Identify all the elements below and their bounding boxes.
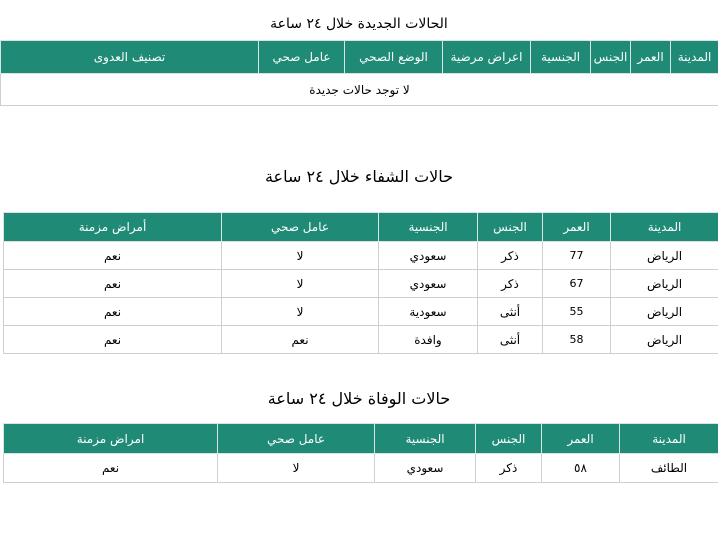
cell-chronic-diseases: نعم <box>4 298 222 326</box>
cell-gender: أنثى <box>478 298 543 326</box>
header-nationality: الجنسية <box>379 213 478 242</box>
cell-age: ٥٨ <box>542 454 620 483</box>
cell-gender: ذكر <box>478 242 543 270</box>
table-row <box>4 326 718 354</box>
new-cases-header-row <box>1 41 718 74</box>
deaths-header-row <box>4 424 718 454</box>
table-row <box>4 270 718 298</box>
cell-gender: أنثى <box>478 326 543 354</box>
cell-nationality: سعودية <box>379 298 478 326</box>
new-cases-table <box>0 40 718 106</box>
cell-city: الرياض <box>611 242 718 270</box>
cell-health-worker: لا <box>222 298 379 326</box>
recoveries-table <box>3 212 718 354</box>
header-infection-class: تصنيف العدوى <box>1 41 259 74</box>
cell-city: الرياض <box>611 326 718 354</box>
cell-age: 58 <box>543 326 611 354</box>
cell-health-worker: نعم <box>222 326 379 354</box>
header-gender: الجنس <box>478 213 543 242</box>
new-cases-title: الحالات الجديدة خلال ٢٤ ساعة <box>270 16 448 32</box>
cell-health-worker: لا <box>222 242 379 270</box>
cell-gender: ذكر <box>478 270 543 298</box>
cell-nationality: سعودي <box>375 454 476 483</box>
cell-health-worker: لا <box>218 454 375 483</box>
deaths-table <box>3 423 718 483</box>
header-chronic-diseases: أمراض مزمنة <box>4 213 222 242</box>
header-chronic-diseases: امراض مزمنة <box>4 424 218 454</box>
header-gender: الجنس <box>591 41 631 74</box>
table-row <box>4 298 718 326</box>
header-gender: الجنس <box>476 424 542 454</box>
header-city: المدينة <box>671 41 718 74</box>
header-health-status: الوضع الصحي <box>345 41 443 74</box>
header-age: العمر <box>542 424 620 454</box>
cell-nationality: وافدة <box>379 326 478 354</box>
table-row <box>4 454 718 483</box>
cell-nationality: سعودي <box>379 270 478 298</box>
cell-health-worker: لا <box>222 270 379 298</box>
cell-age: 67 <box>543 270 611 298</box>
header-nationality: الجنسية <box>375 424 476 454</box>
cell-city: الرياض <box>611 270 718 298</box>
cell-chronic-diseases: نعم <box>4 454 218 483</box>
header-health-worker: عامل صحي <box>218 424 375 454</box>
header-health-worker: عامل صحي <box>259 41 345 74</box>
recoveries-title: حالات الشفاء خلال ٢٤ ساعة <box>264 167 454 186</box>
deaths-title: حالات الوفاة خلال ٢٤ ساعة <box>267 389 451 408</box>
table-row <box>1 74 718 106</box>
header-city: المدينة <box>611 213 718 242</box>
header-nationality: الجنسية <box>531 41 591 74</box>
cell-city: الرياض <box>611 298 718 326</box>
empty-message: لا توجد حالات جديدة <box>1 74 718 106</box>
header-city: المدينة <box>620 424 718 454</box>
recoveries-header-row <box>4 213 718 242</box>
header-age: العمر <box>543 213 611 242</box>
header-health-worker: عامل صحي <box>222 213 379 242</box>
header-age: العمر <box>631 41 671 74</box>
cell-chronic-diseases: نعم <box>4 326 222 354</box>
cell-chronic-diseases: نعم <box>4 270 222 298</box>
cell-chronic-diseases: نعم <box>4 242 222 270</box>
cell-city: الطائف <box>620 454 718 483</box>
cell-nationality: سعودي <box>379 242 478 270</box>
table-row <box>4 242 718 270</box>
cell-age: 55 <box>543 298 611 326</box>
cell-gender: ذكر <box>476 454 542 483</box>
header-symptoms: اعراض مرضية <box>443 41 531 74</box>
cell-age: 77 <box>543 242 611 270</box>
